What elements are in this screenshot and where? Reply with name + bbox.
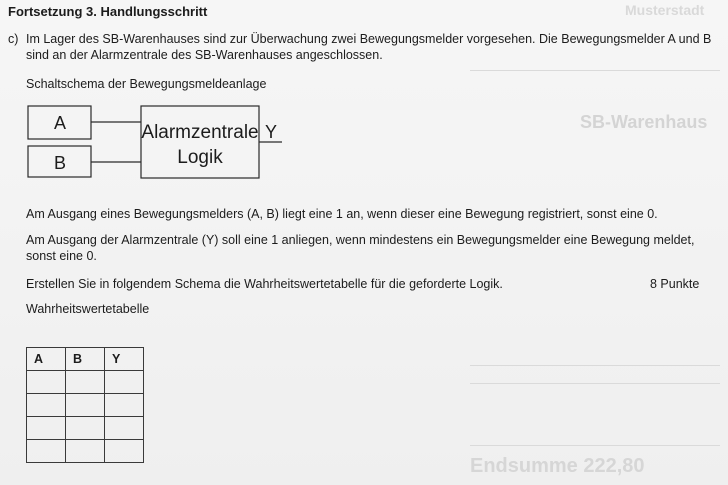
truth-table-row xyxy=(27,371,144,394)
input-a-label: A xyxy=(53,113,67,133)
truth-cell[interactable] xyxy=(27,440,66,463)
paragraph-output-rule: Am Ausgang der Alarmzentrale (Y) soll eine 1 anliegen, wenn mindestens ein Bewegungsmelder eine Bewegung meldet, sonst eine 0. xyxy=(26,233,695,263)
truth-table-caption: Wahrheitswertetabelle xyxy=(26,302,150,316)
schema-caption: Schaltschema der Bewegungsmeldeanlage xyxy=(26,77,267,91)
truth-table xyxy=(26,347,144,463)
central-label-2: Logik xyxy=(177,147,223,168)
truth-cell[interactable] xyxy=(105,371,144,394)
bleed-text: SB-Warenhaus xyxy=(580,112,708,132)
output-y-label: Y xyxy=(265,122,278,142)
input-b-label: B xyxy=(53,153,67,173)
bleed-text: Endsumme 222,80 xyxy=(470,455,645,477)
task-marker: c) xyxy=(8,32,19,46)
truth-cell[interactable] xyxy=(105,394,144,417)
truth-cell[interactable] xyxy=(27,394,66,417)
paragraph-input-rule: Am Ausgang eines Bewegungsmelders (A, B) liegt eine 1 an, wenn dieser eine Bewegung registriert, sonst eine 0. xyxy=(26,207,658,221)
bleed-text: Musterstadt xyxy=(625,2,705,18)
truth-cell[interactable] xyxy=(105,417,144,440)
truth-table-header-y: Y xyxy=(105,348,144,371)
truth-cell[interactable] xyxy=(105,440,144,463)
points-label: 8 Punkte xyxy=(650,277,700,291)
truth-table-row xyxy=(27,394,144,417)
truth-table-header-b: B xyxy=(66,348,105,371)
truth-cell[interactable] xyxy=(66,394,105,417)
truth-table-row xyxy=(27,440,144,463)
instruction: Erstellen Sie in folgendem Schema die Wahrheitswertetabelle für die geforderte Logik. xyxy=(26,277,503,291)
truth-cell[interactable] xyxy=(66,371,105,394)
central-label-1: Alarmzentrale xyxy=(141,122,259,143)
truth-cell[interactable] xyxy=(66,440,105,463)
truth-table-header-a: A xyxy=(27,348,66,371)
task-intro: Im Lager des SB-Warenhauses sind zur Überwachung zwei Bewegungsmelder vorgesehen. Die Bewegungsmelder A und B sind an der Alarmzentrale des SB-Warenhauses angeschlossen. xyxy=(26,32,712,62)
section-heading: Fortsetzung 3. Handlungsschritt xyxy=(8,4,208,19)
truth-table-header-row xyxy=(27,348,144,371)
truth-table-row xyxy=(27,417,144,440)
truth-cell[interactable] xyxy=(27,417,66,440)
truth-cell[interactable] xyxy=(27,371,66,394)
truth-cell[interactable] xyxy=(66,417,105,440)
